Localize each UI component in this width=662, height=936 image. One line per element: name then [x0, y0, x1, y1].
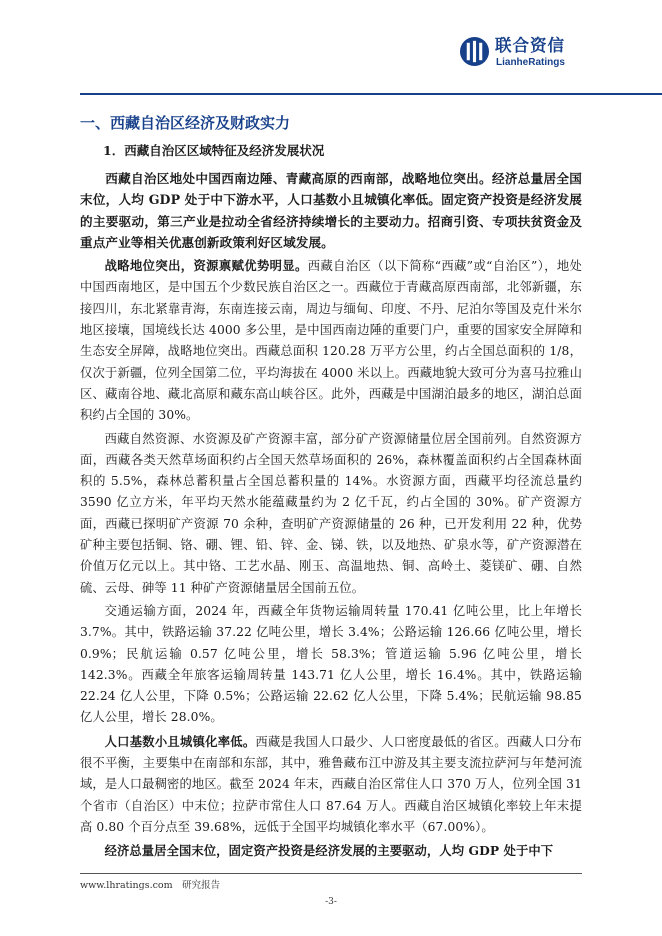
- page-number: -3-: [325, 897, 337, 907]
- brand-logo: [459, 36, 579, 70]
- economy-paragraph: [80, 840, 582, 862]
- footer-link[interactable]: www.lhratings.com 研究报告: [80, 880, 221, 891]
- paragraph-lead: 战略地位突出，资源禀赋优势明显。: [104, 258, 308, 274]
- paragraph-lead: 经济总量居全国末位，固定资产投资是经济发展的主要驱动，人均 GDP 处于中下: [104, 843, 554, 859]
- paragraph-text: 西藏是我国人口最少、人口密度最低的省区。西藏人口分布很不平衡，主要集中在南部和东部，其中，雅鲁藏布江中游及其主要支流拉萨河与年楚河流域，是人口最稠密的地区。截至 2024 年末，西藏自治区常住人口 370 万人，位列全国 31 个省市（自治区）中末位；拉萨市常住人口 87.64 万人。西藏自治区城镇化率较上年末提高 0.80 个百分点至 39.68%，远低于全国平均城镇化率水平（67.00%）。: [80, 734, 582, 834]
- paragraph-lead: 人口基数小且城镇化率低。: [104, 733, 256, 749]
- brand-name-cn: 联合资信: [495, 36, 565, 55]
- strategic-position-paragraph: [80, 255, 582, 426]
- summary-paragraph: 西藏自治区地处中国西南边陲、青藏高原的西南部，战略地位突出。经济总量居全国末位，人均 GDP 处于中下游水平，人口基数小且城镇化率低。固定资产投资是经济发展的主要驱动，第三产业是拉动全省经济持续增长的主要动力。招商引资、专项扶贫资金及重点产业等相关优惠创新政策利好区域发展。: [80, 171, 582, 250]
- sub-title: 1．西藏自治区区域特征及经济发展状况: [103, 143, 325, 158]
- population-paragraph: [80, 731, 582, 838]
- footer-divider: [80, 873, 582, 874]
- paragraph-text: 西藏自治区（以下简称“西藏”或“自治区”），地处中国西南地区，是中国五个少数民族自治区之一。西藏位于青藏高原西南部，北邻新疆，东接四川，东北紧靠青海，东南连接云南，周边与缅甸、印度、不丹、尼泊尔等国及克什米尔地区接壤，国境线长达 4000 多公里，是中国西南边陲的重要门户，重要的国家安全屏障和生态安全屏障，战略地位突出。西藏总面积 120.28 万平方公里，约占全国总面积的 1/8，仅次于新疆，位列全国第二位，平均海拔在 4000 米以上。西藏地貌大致可分为喜马拉雅山区、藏南谷地、藏北高原和藏东高山峡谷区。此外，西藏是中国湖泊最多的地区，湖泊总面积约占全国的 30%。: [80, 259, 582, 423]
- document-body: [80, 168, 582, 865]
- header-divider: [80, 93, 662, 95]
- resources-paragraph: 西藏自然资源、水资源及矿产资源丰富，部分矿产资源储量位居全国前列。自然资源方面，西藏各类天然草场面积约占全国天然草场面积的 26%，森林覆盖面积约占全国森林面积的 5.5%，森林总蓄积量占全国总蓄积量的 14%。水资源方面，西藏平均径流总量约 3590 亿立方米，年平均天然水能蕴藏量约为 2 亿千瓦，约占全国的 30%。矿产资源方面，西藏已探明矿产资源 70 余种，查明矿产资源储量的 26 种，已开发利用 22 种，优势矿种主要包括铜、铬、硼、锂、铅、锌、金、锑、铁，以及地热、矿泉水等，矿产资源潜在价值万亿元以上。其中铬、工艺水晶、刚玉、高温地热、铜、高岭土、菱镁矿、硼、自然硫、云母、砷等 11 种矿产资源储量居全国前五位。: [80, 431, 582, 595]
- brand-name-en: LianheRatings: [496, 57, 565, 68]
- lianhe-logo-icon: [459, 36, 490, 67]
- transport-paragraph: 交通运输方面，2024 年，西藏全年货物运输周转量 170.41 亿吨公里，比上年增长 3.7%。其中，铁路运输 37.22 亿吨公里，增长 3.4%；公路运输 126.66 亿吨公里，增长 0.9%；民航运输 0.57 亿吨公里，增长 58.3%；管道运输 5.96 亿吨公里，增长 142.3%。西藏全年旅客运输周转量 143.71 亿人公里，增长 16.4%。其中，铁路运输 22.24 亿人公里，下降 0.5%；公路运输 22.62 亿人公里，下降 5.4%；民航运输 98.85 亿人公里，增长 28.0%。: [80, 603, 582, 725]
- section-title: 一、西藏自治区经济及财政实力: [80, 114, 291, 132]
